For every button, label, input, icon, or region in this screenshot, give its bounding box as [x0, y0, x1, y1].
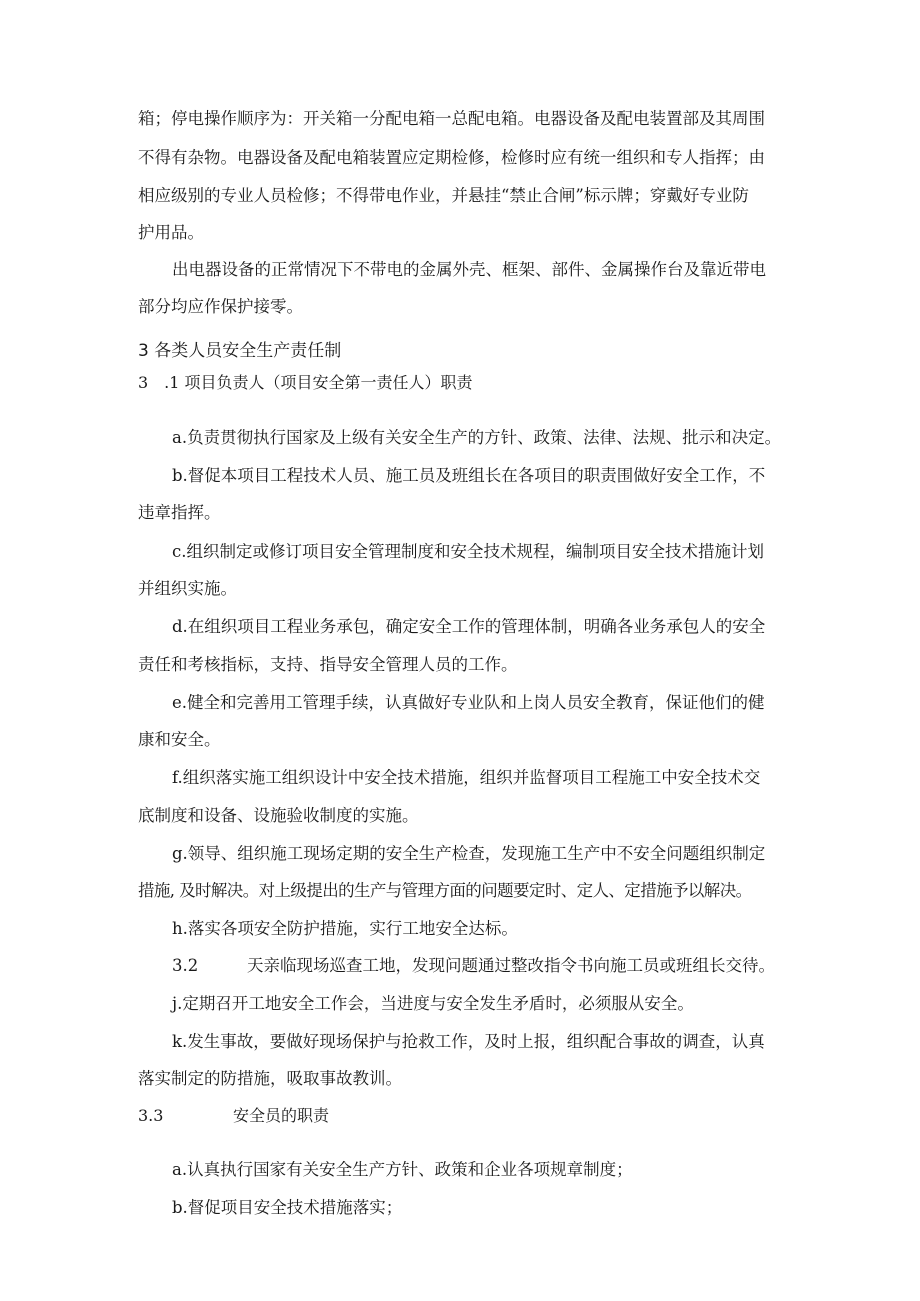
list-item: f.组织落实施工组织设计中安全技术措施，组织并监督项目工程施工中安全技术交: [172, 768, 761, 787]
list-item: c.组织制定或修订项目安全管理制度和安全技术规程，编制项目安全技术措施计划: [172, 542, 764, 561]
list-item: b.督促项目安全技术措施落实；: [172, 1198, 403, 1217]
text-line: 违章指挥。: [138, 503, 221, 522]
list-item: a.负责贯彻执行国家及上级有关安全生产的方针、政策、法律、法规、批示和决定。: [172, 428, 782, 447]
text-line: 出电器设备的正常情况下不带电的金属外壳、框架、部件、金属操作台及靠近带电: [172, 260, 766, 279]
list-item: a.认真执行国家有关安全生产方针、政策和企业各项规章制度；: [172, 1160, 633, 1179]
text-line: 落实制定的防措施，吸取事故教训。: [138, 1069, 402, 1088]
list-item: d.在组织项目工程业务承包，确定安全工作的管理体制，明确各业务承包人的安全: [172, 617, 766, 636]
text-line: 并组织实施。: [138, 579, 237, 598]
text-line: 措施, 及时解决。对上级提出的生产与管理方面的问题要定时、定人、定措施予以解决。: [138, 881, 752, 900]
list-item: h.落实各项安全防护措施，实行工地安全达标。: [172, 919, 518, 938]
list-item: k.发生事故，要做好现场保护与抢救工作，及时上报，组织配合事故的调查，认真: [172, 1032, 765, 1051]
text-line: 护用品。: [138, 223, 204, 242]
list-item: 天亲临现场巡查工地，发现问题通过整改指令书向施工员或班组长交待。: [247, 956, 775, 975]
text-line: 相应级别的专业人员检修；不得带电作业，并悬挂“禁止合闸”标示牌；穿戴好专业防: [138, 186, 749, 205]
list-item: e.健全和完善用工管理手续，认真做好专业队和上岗人员安全教育，保证他们的健: [172, 693, 765, 712]
text-line: 箱；停电操作顺序为：开关箱一分配电箱一总配电箱。电器设备及配电装置部及其周围: [138, 109, 765, 128]
list-item: g.领导、组织施工现场定期的安全生产检查，发现施工生产中不安全问题组织制定: [172, 844, 766, 863]
text-line: 康和安全。: [138, 730, 221, 749]
section-heading: 3 各类人员安全生产责任制: [138, 341, 342, 361]
list-item: j.定期召开工地安全工作会，当进度与安全发生矛盾时，必须服从安全。: [172, 994, 694, 1013]
list-item: b.督促本项目工程技术人员、施工员及班组长在各项目的职责围做好安全工作，不: [172, 466, 766, 485]
text-line: 不得有杂物。电器设备及配电箱装置应定期检修，检修时应有统一组织和专人指挥；由: [138, 148, 765, 167]
list-number: 3.2: [172, 956, 199, 975]
subsection-number: 3.3: [138, 1106, 164, 1125]
subsection-heading: 安全员的职责: [233, 1106, 330, 1125]
text-line: 部分均应作保护接零。: [138, 297, 303, 316]
subsection-heading: 3 .1 项目负责人（项目安全第一责任人）职责: [138, 373, 473, 392]
text-line: 底制度和设备、设施验收制度的实施。: [138, 806, 419, 825]
text-line: 责任和考核指标，支持、指导安全管理人员的工作。: [138, 655, 518, 674]
